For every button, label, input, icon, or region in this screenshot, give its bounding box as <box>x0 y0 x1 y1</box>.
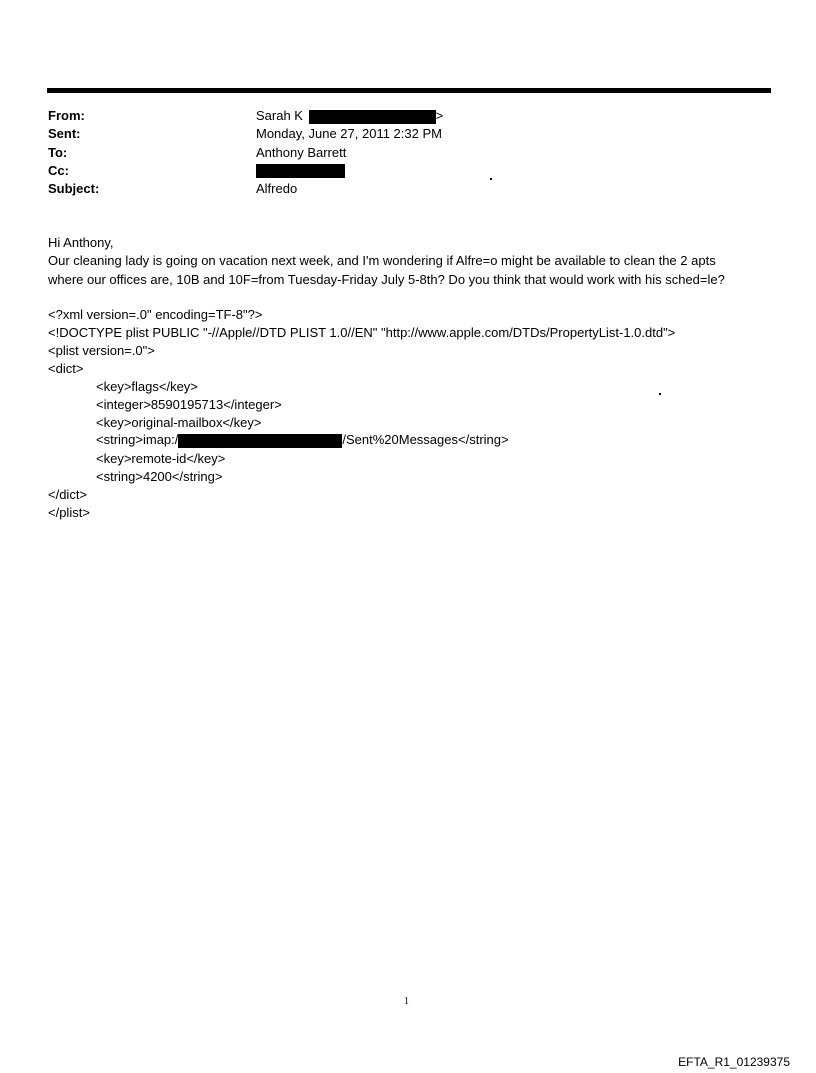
plist-key: <key>flags</key> <box>96 379 198 394</box>
page-number: 1 <box>404 996 409 1007</box>
plist-integer: <integer>8590195713</integer> <box>96 397 282 412</box>
from-label: From: <box>48 108 85 123</box>
to-value: Anthony Barrett <box>256 145 347 160</box>
dict-close-tag: </dict> <box>48 487 88 502</box>
plist-key: <key>remote-id</key> <box>96 451 226 466</box>
redaction-bar <box>256 164 345 178</box>
imap-prefix: <string>imap:/ <box>96 432 179 447</box>
subject-value: Alfredo <box>256 181 298 196</box>
plist-string: <string>4200</string> <box>96 469 223 484</box>
header-rule <box>47 88 771 93</box>
stray-mark <box>659 393 661 395</box>
document-id: EFTA_R1_01239375 <box>678 1055 790 1069</box>
plist-doctype: <!DOCTYPE plist PUBLIC "-//Apple//DTD PLIST 1.0//EN" "http://www.apple.com/DTDs/PropertyList-1.0.dtd"> <box>48 325 676 340</box>
from-tail: > <box>435 108 444 123</box>
redaction-bar <box>309 110 436 124</box>
cc-label: Cc: <box>48 163 69 178</box>
imap-suffix: /Sent%20Messages</string> <box>342 432 509 447</box>
plist-key: <key>original-mailbox</key> <box>96 415 262 430</box>
redaction-bar <box>178 434 342 448</box>
sent-label: Sent: <box>48 126 81 141</box>
body-line: where our offices are, 10B and 10F=from Tuesday-Friday July 5-8th? Do you think that would work with his sched=le? <box>48 272 725 287</box>
greeting: Hi Anthony, <box>48 235 114 250</box>
sent-value: Monday, June 27, 2011 2:32 PM <box>256 126 442 141</box>
plist-xml-declaration: <?xml version=.0" encoding=TF-8"?> <box>48 307 263 322</box>
dict-open-tag: <dict> <box>48 361 84 376</box>
cc-value <box>256 162 345 178</box>
plist-close-tag: </plist> <box>48 505 90 520</box>
body-line: Our cleaning lady is going on vacation next week, and I'm wondering if Alfre=o might be available to clean the 2 apts <box>48 253 716 268</box>
from-value <box>256 108 443 124</box>
plist-string-imap <box>96 432 509 448</box>
from-name: Sarah K <box>256 108 303 123</box>
to-label: To: <box>48 145 68 160</box>
stray-mark <box>490 178 492 180</box>
plist-open-tag: <plist version=.0"> <box>48 343 155 358</box>
subject-label: Subject: <box>48 181 100 196</box>
